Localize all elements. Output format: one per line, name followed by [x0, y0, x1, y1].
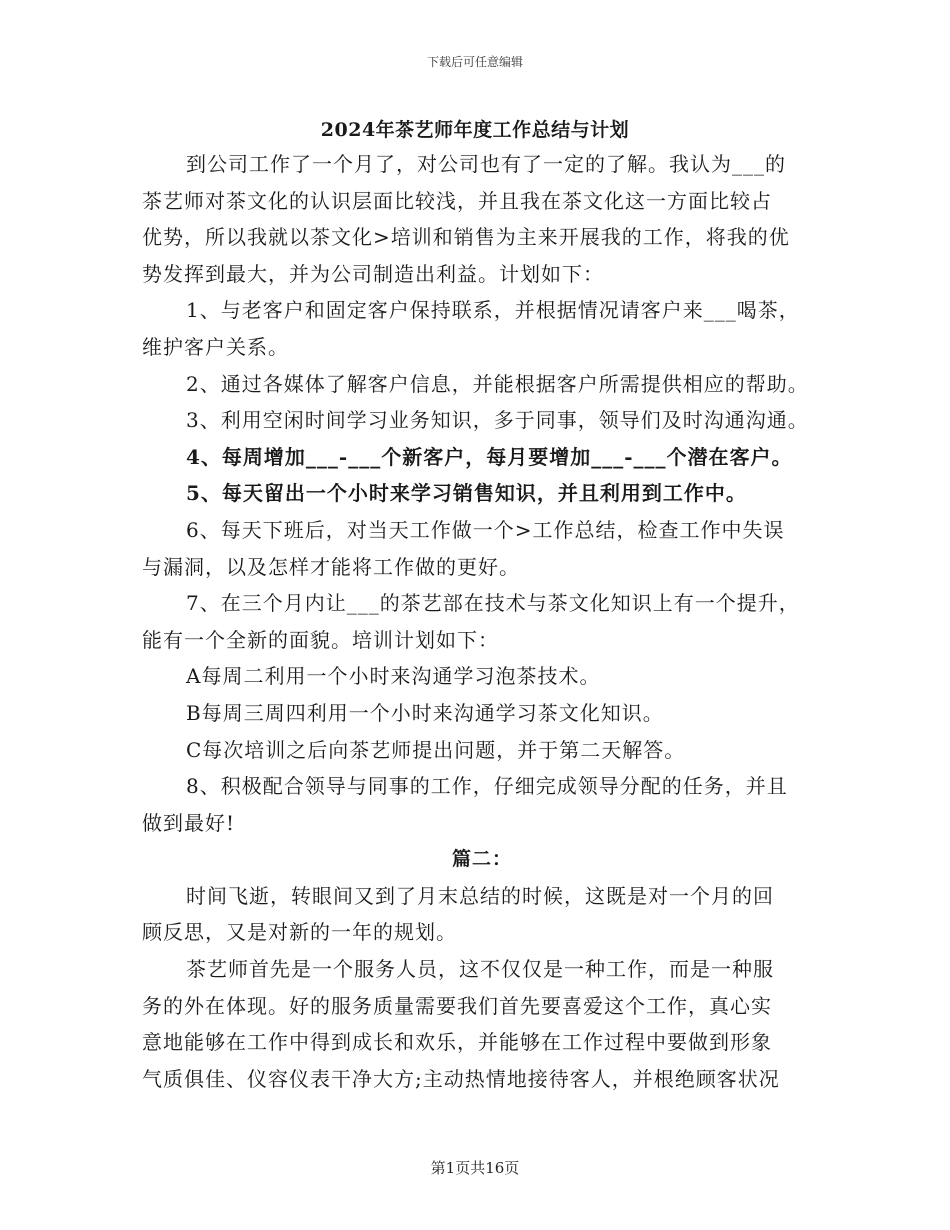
list-item-8: 8、积极配合领导与同事的工作，仔细完成领导分配的任务，并且	[186, 774, 788, 799]
paragraph-line: 与漏洞，以及怎样才能将工作做的更好。	[142, 554, 520, 579]
list-item-3: 3、利用空闲时间学习业务知识，多于同事，领导们及时沟通沟通。	[186, 408, 809, 433]
paragraph-line: 务的外在体现。好的服务质量需要我们首先要喜爱这个工作，真心实	[142, 993, 772, 1018]
list-item-4: 4、每周增加___-___个新客户，每月要增加___-___个潜在客户。	[186, 444, 793, 469]
list-item-2: 2、通过各媒体了解客户信息，并能根据客户所需提供相应的帮助。	[186, 371, 809, 396]
page-footer: 第1页共16页	[430, 1159, 520, 1177]
list-item-1: 1、与老客户和固定客户保持联系，并根据情况请客户来___喝茶，	[186, 298, 800, 323]
list-item-5: 5、每天留出一个小时来学习销售知识，并且利用到工作中。	[186, 481, 747, 506]
paragraph-line: 茶艺师首先是一个服务人员，这不仅仅是一种工作，而是一种服	[186, 957, 774, 982]
paragraph-line: 顾反思，又是对新的一年的规划。	[142, 920, 457, 945]
paragraph-line: 气质俱佳、仪容仪表干净大方;主动热情地接待客人，并根绝顾客状况	[142, 1066, 780, 1091]
list-item-7: 7、在三个月内让___的茶艺部在技术与茶文化知识上有一个提升，	[186, 591, 800, 616]
paragraph-line: 茶艺师对茶文化的认识层面比较浅，并且我在茶文化这一方面比较占	[142, 188, 772, 213]
paragraph-line: 做到最好!	[142, 810, 236, 835]
paragraph-line: 能有一个全新的面貌。培训计划如下：	[142, 627, 499, 652]
paragraph-line: 优势，所以我就以茶文化>培训和销售为主来开展我的工作，将我的优	[142, 225, 790, 250]
training-item-b: B每周三周四利用一个小时来沟通学习茶文化知识。	[186, 700, 664, 725]
training-item-a: A每周二利用一个小时来沟通学习泡茶技术。	[186, 664, 601, 689]
section-heading: 篇二：	[451, 848, 512, 871]
paragraph-line: 维护客户关系。	[142, 334, 289, 359]
document-title: 2024年茶艺师年度工作总结与计划	[320, 119, 630, 141]
training-item-c: C每次培训之后向茶艺师提出问题，并于第二天解答。	[186, 737, 686, 762]
document-body	[142, 146, 822, 1097]
paragraph-line: 势发挥到最大，并为公司制造出利益。计划如下：	[142, 261, 604, 286]
paragraph-line: 时间飞逝，转眼间又到了月末总结的时候，这既是对一个月的回	[186, 883, 774, 908]
list-item-6: 6、每天下班后，对当天工作做一个>工作总结，检查工作中失误	[186, 517, 785, 542]
paragraph-line: 意地能够在工作中得到成长和欢乐，并能够在工作过程中要做到形象	[142, 1030, 772, 1055]
header-note: 下载后可任意编辑	[426, 55, 523, 69]
paragraph-line: 到公司工作了一个月了，对公司也有了一定的了解。我认为___的	[186, 152, 786, 176]
